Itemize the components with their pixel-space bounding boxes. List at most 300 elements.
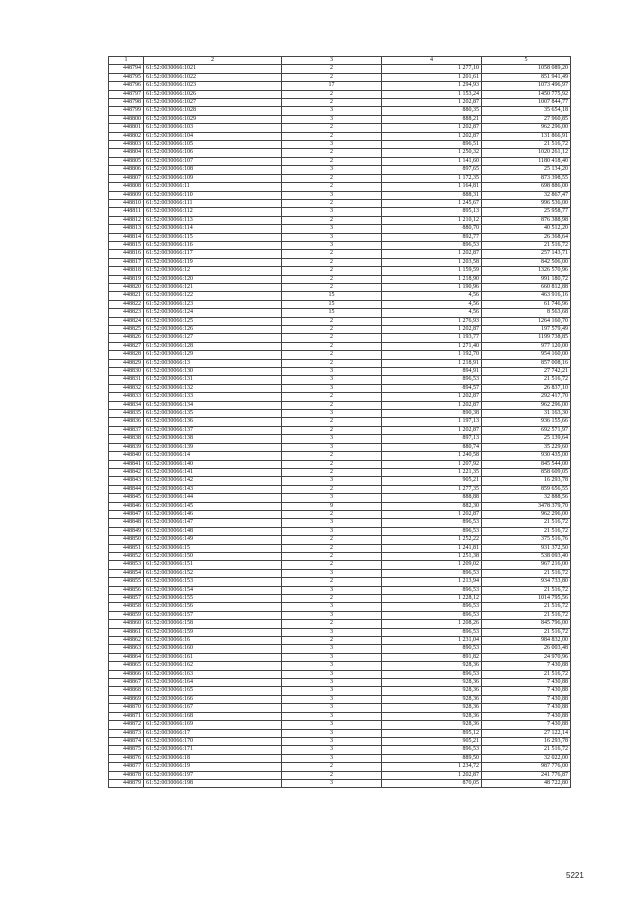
table-cell-col2: 61:52:0030066:1027	[144, 99, 282, 107]
table-cell-col1: 448821	[109, 292, 144, 300]
table-cell-col2: 61:52:0030066:147	[144, 519, 282, 527]
table-cell-col4: 1 221,35	[382, 468, 482, 476]
table-cell-col1: 448865	[109, 662, 144, 670]
table-cell-col3: 2	[282, 544, 382, 552]
table-cell-col4: 897,13	[382, 435, 482, 443]
table-row	[109, 754, 571, 762]
table-cell-col3: 3	[282, 519, 382, 527]
table-cell-col3: 3	[282, 233, 382, 241]
table-cell-col1: 448836	[109, 418, 144, 426]
table-cell-col2: 61:52:0030066:169	[144, 721, 282, 729]
table-cell-col3: 2	[282, 485, 382, 493]
table-cell-col2: 61:52:0030066:165	[144, 687, 282, 695]
table-cell-col1: 448832	[109, 384, 144, 392]
table-cell-col2: 61:52:0030066:105	[144, 141, 282, 149]
table-cell-col4: 1 245,67	[382, 199, 482, 207]
table-row	[109, 309, 571, 317]
table-cell-col3: 3	[282, 628, 382, 636]
table-cell-col3: 2	[282, 99, 382, 107]
table-cell-col4: 1 202,87	[382, 393, 482, 401]
table-cell-col2: 61:52:0030066:155	[144, 595, 282, 603]
table-cell-col3: 3	[282, 687, 382, 695]
table-cell-col4: 880,70	[382, 225, 482, 233]
table-cell-col3: 3	[282, 368, 382, 376]
table-cell-col4: 1 218,90	[382, 275, 482, 283]
table-cell-col2: 61:52:0030066:103	[144, 124, 282, 132]
table-cell-col2: 61:52:0030066:1029	[144, 115, 282, 123]
table-cell-col4: 888,88	[382, 494, 482, 502]
table-cell-col5: 26 837,10	[482, 384, 571, 392]
table-cell-col4: 4,56	[382, 292, 482, 300]
table-cell-col3: 3	[282, 779, 382, 787]
table-cell-col4: 896,53	[382, 241, 482, 249]
table-cell-col1: 448815	[109, 241, 144, 249]
table-cell-col5: 1058 089,20	[482, 65, 571, 73]
table-cell-col1: 448837	[109, 426, 144, 434]
table-cell-col4: 1 213,94	[382, 578, 482, 586]
table-cell-col1: 448801	[109, 124, 144, 132]
table-cell-col1: 448818	[109, 267, 144, 275]
table-cell-col2: 61:52:0030066:131	[144, 376, 282, 384]
table-cell-col3: 3	[282, 603, 382, 611]
table-cell-col1: 448834	[109, 401, 144, 409]
table-row	[109, 452, 571, 460]
table-cell-col1: 448817	[109, 258, 144, 266]
table-cell-col1: 448829	[109, 359, 144, 367]
table-cell-col4: 896,53	[382, 670, 482, 678]
table-cell-col2: 61:52:0030066:126	[144, 326, 282, 334]
table-cell-col5: 538 093,40	[482, 552, 571, 560]
table-cell-col1: 448830	[109, 368, 144, 376]
table-cell-col4: 1 164,81	[382, 183, 482, 191]
table-cell-col3: 2	[282, 342, 382, 350]
table-cell-col2: 61:52:0030066:109	[144, 174, 282, 182]
table-cell-col5: 1199 738,85	[482, 334, 571, 342]
table-cell-col1: 448820	[109, 283, 144, 291]
table-cell-col2: 61:52:0030066:1021	[144, 65, 282, 73]
table-row	[109, 401, 571, 409]
table-cell-col3: 3	[282, 166, 382, 174]
table-cell-col5: 21 516,72	[482, 603, 571, 611]
table-cell-col2: 61:52:0030066:148	[144, 527, 282, 535]
table-cell-col5: 987 776,00	[482, 763, 571, 771]
table-cell-col2: 61:52:0030066:141	[144, 468, 282, 476]
table-row	[109, 384, 571, 392]
table-cell-col3: 2	[282, 283, 382, 291]
table-row	[109, 595, 571, 603]
table-cell-col3: 3	[282, 704, 382, 712]
table-row	[109, 359, 571, 367]
table-cell-col1: 448816	[109, 250, 144, 258]
table-cell-col1: 448857	[109, 595, 144, 603]
table-row	[109, 275, 571, 283]
table-cell-col5: 934 733,80	[482, 578, 571, 586]
table-cell-col4: 1 202,87	[382, 426, 482, 434]
table-cell-col1: 448862	[109, 637, 144, 645]
table-cell-col3: 2	[282, 637, 382, 645]
table-cell-col1: 448806	[109, 166, 144, 174]
table-cell-col4: 1 218,91	[382, 359, 482, 367]
table-cell-col5: 962 296,00	[482, 124, 571, 132]
table-cell-col4: 888,31	[382, 191, 482, 199]
table-cell-col2: 61:52:0030066:150	[144, 552, 282, 560]
table-cell-col5: 463 916,16	[482, 292, 571, 300]
table-cell-col2: 61:52:0030066:162	[144, 662, 282, 670]
table-cell-col1: 448825	[109, 326, 144, 334]
table-cell-col1: 448823	[109, 309, 144, 317]
table-row	[109, 199, 571, 207]
table-row	[109, 443, 571, 451]
table-cell-col4: 870,05	[382, 779, 482, 787]
table-cell-col5: 1073 496,97	[482, 82, 571, 90]
table-cell-col5: 845 544,00	[482, 460, 571, 468]
table-cell-col1: 448794	[109, 65, 144, 73]
table-cell-col4: 895,12	[382, 729, 482, 737]
table-cell-col2: 61:52:0030066:143	[144, 485, 282, 493]
table-cell-col2: 61:52:0030066:133	[144, 393, 282, 401]
table-cell-col2: 61:52:0030066:170	[144, 737, 282, 745]
table-cell-col3: 2	[282, 317, 382, 325]
table-cell-col5: 660 812,88	[482, 283, 571, 291]
table-cell-col3: 3	[282, 141, 382, 149]
table-row	[109, 208, 571, 216]
table-cell-col2: 61:52:0030066:159	[144, 628, 282, 636]
table-cell-col2: 61:52:0030066:1026	[144, 90, 282, 98]
table-cell-col5: 8 563,68	[482, 309, 571, 317]
table-cell-col3: 3	[282, 410, 382, 418]
table-cell-col2: 61:52:0030066:11	[144, 183, 282, 191]
table-cell-col5: 32 867,47	[482, 191, 571, 199]
table-cell-col3: 3	[282, 611, 382, 619]
table-cell-col3: 3	[282, 115, 382, 123]
table-row	[109, 460, 571, 468]
table-row	[109, 233, 571, 241]
table-cell-col4: 928,36	[382, 687, 482, 695]
table-cell-col3: 2	[282, 401, 382, 409]
table-cell-col3: 3	[282, 586, 382, 594]
table-cell-col4: 1 208,26	[382, 620, 482, 628]
table-row	[109, 334, 571, 342]
table-cell-col3: 3	[282, 225, 382, 233]
table-cell-col2: 61:52:0030066:14	[144, 452, 282, 460]
table-cell-col3: 2	[282, 359, 382, 367]
table-cell-col5: 21 516,72	[482, 628, 571, 636]
table-cell-col3: 3	[282, 645, 382, 653]
table-cell-col3: 2	[282, 183, 382, 191]
table-cell-col4: 1 234,72	[382, 763, 482, 771]
table-cell-col2: 61:52:0030066:132	[144, 384, 282, 392]
table-cell-col1: 448851	[109, 544, 144, 552]
table-cell-col1: 448819	[109, 275, 144, 283]
table-cell-col3: 3	[282, 737, 382, 745]
table-cell-col3: 2	[282, 216, 382, 224]
table-cell-col3: 2	[282, 174, 382, 182]
table-cell-col5: 197 579,49	[482, 326, 571, 334]
table-cell-col2: 61:52:0030066:167	[144, 704, 282, 712]
table-cell-col4: 897,65	[382, 166, 482, 174]
table-row	[109, 779, 571, 787]
table-row	[109, 477, 571, 485]
table-cell-col3: 2	[282, 771, 382, 779]
table-cell-col2: 61:52:0030066:122	[144, 292, 282, 300]
table-cell-col4: 1 203,58	[382, 258, 482, 266]
table-row	[109, 721, 571, 729]
table-cell-col2: 61:52:0030066:140	[144, 460, 282, 468]
table-cell-col4: 1 202,87	[382, 132, 482, 140]
table-cell-col5: 21 516,72	[482, 569, 571, 577]
table-cell-col5: 7 430,88	[482, 662, 571, 670]
table-row	[109, 418, 571, 426]
table-cell-col5: 25 134,20	[482, 166, 571, 174]
table-cell-col2: 61:52:0030066:157	[144, 611, 282, 619]
table-cell-col5: 27 122,14	[482, 729, 571, 737]
table-cell-col5: 1014 795,56	[482, 595, 571, 603]
table-cell-col5: 21 516,72	[482, 376, 571, 384]
table-cell-col4: 890,38	[382, 410, 482, 418]
table-cell-col3: 3	[282, 695, 382, 703]
table-cell-col4: 1 202,87	[382, 250, 482, 258]
table-cell-col1: 448827	[109, 342, 144, 350]
table-cell-col3: 3	[282, 527, 382, 535]
table-cell-col4: 896,53	[382, 376, 482, 384]
table-cell-col5: 7 430,88	[482, 695, 571, 703]
table-row	[109, 82, 571, 90]
table-cell-col1: 448856	[109, 586, 144, 594]
table-cell-col4: 1 231,04	[382, 637, 482, 645]
table-cell-col3: 2	[282, 250, 382, 258]
table-cell-col1: 448803	[109, 141, 144, 149]
table-cell-col4: 1 271,40	[382, 342, 482, 350]
table-cell-col1: 448798	[109, 99, 144, 107]
table-cell-col2: 61:52:0030066:144	[144, 494, 282, 502]
table-cell-col1: 448879	[109, 779, 144, 787]
table-cell-col1: 448845	[109, 494, 144, 502]
table-cell-col3: 2	[282, 132, 382, 140]
table-cell-col1: 448831	[109, 376, 144, 384]
table-cell-col3: 2	[282, 258, 382, 266]
table-cell-col2: 61:52:0030066:120	[144, 275, 282, 283]
table-cell-col1: 448873	[109, 729, 144, 737]
table-cell-col3: 2	[282, 275, 382, 283]
table-row	[109, 292, 571, 300]
table-row	[109, 712, 571, 720]
table-cell-col5: 876 388,98	[482, 216, 571, 224]
table-cell-col1: 448861	[109, 628, 144, 636]
table-cell-col4: 1 141,60	[382, 157, 482, 165]
table-cell-col2: 61:52:0030066:149	[144, 536, 282, 544]
table-cell-col5: 16 293,78	[482, 737, 571, 745]
table-cell-col3: 9	[282, 502, 382, 510]
table-row	[109, 704, 571, 712]
table-cell-col5: 1020 261,12	[482, 149, 571, 157]
table-cell-col4: 1 197,13	[382, 418, 482, 426]
table-row	[109, 569, 571, 577]
table-row	[109, 326, 571, 334]
table-cell-col4: 1 201,61	[382, 73, 482, 81]
table-cell-col5: 930 435,00	[482, 452, 571, 460]
table-cell-col3: 2	[282, 561, 382, 569]
table-cell-col5: 7 430,88	[482, 687, 571, 695]
table-cell-col3: 2	[282, 124, 382, 132]
table-cell-col1: 448833	[109, 393, 144, 401]
table-cell-col1: 448852	[109, 552, 144, 560]
table-cell-col1: 448863	[109, 645, 144, 653]
table-cell-col3: 2	[282, 73, 382, 81]
table-row	[109, 620, 571, 628]
table-cell-col3: 2	[282, 334, 382, 342]
table-cell-col3: 2	[282, 620, 382, 628]
table-row	[109, 250, 571, 258]
table-row	[109, 510, 571, 518]
table-cell-col4: 928,36	[382, 712, 482, 720]
table-cell-col1: 448826	[109, 334, 144, 342]
table-cell-col2: 61:52:0030066:139	[144, 443, 282, 451]
table-cell-col3: 2	[282, 199, 382, 207]
table-cell-col1: 448840	[109, 452, 144, 460]
table-cell-col4: 928,36	[382, 704, 482, 712]
table-cell-col5: 25 958,77	[482, 208, 571, 216]
table-cell-col2: 61:52:0030066:123	[144, 300, 282, 308]
table-row	[109, 132, 571, 140]
table-row	[109, 376, 571, 384]
table-cell-col4: 1 277,35	[382, 485, 482, 493]
table-cell-col4: 905,21	[382, 477, 482, 485]
table-cell-col5: 21 516,72	[482, 611, 571, 619]
table-cell-col3: 15	[282, 300, 382, 308]
page-number: 5221	[566, 871, 584, 880]
table-row	[109, 519, 571, 527]
table-cell-col4: 892,77	[382, 233, 482, 241]
table-cell-col4: 905,21	[382, 737, 482, 745]
table-cell-col5: 692 571,97	[482, 426, 571, 434]
table-cell-col4: 1 193,77	[382, 334, 482, 342]
table-cell-col1: 448875	[109, 746, 144, 754]
table-cell-col4: 1 241,81	[382, 544, 482, 552]
table-cell-col2: 61:52:0030066:152	[144, 569, 282, 577]
table-row	[109, 183, 571, 191]
table-cell-col1: 448828	[109, 351, 144, 359]
table-cell-col5: 7 430,88	[482, 712, 571, 720]
table-cell-col4: 1 210,12	[382, 216, 482, 224]
table-cell-col1: 448810	[109, 199, 144, 207]
table-cell-col5: 257 143,71	[482, 250, 571, 258]
table-cell-col5: 1326 570,96	[482, 267, 571, 275]
table-cell-col3: 3	[282, 443, 382, 451]
table-row	[109, 283, 571, 291]
table-cell-col5: 858 609,05	[482, 468, 571, 476]
table-cell-col4: 1 276,93	[382, 317, 482, 325]
table-cell-col4: 1 252,22	[382, 536, 482, 544]
table-cell-col3: 2	[282, 510, 382, 518]
table-row	[109, 536, 571, 544]
table-cell-col2: 61:52:0030066:134	[144, 401, 282, 409]
table-row	[109, 637, 571, 645]
table-cell-col5: 48 722,80	[482, 779, 571, 787]
table-cell-col5: 842 506,00	[482, 258, 571, 266]
table-cell-col5: 26 003,48	[482, 645, 571, 653]
table-cell-col5: 241 776,87	[482, 771, 571, 779]
table-cell-col5: 24 970,96	[482, 653, 571, 661]
table-cell-col1: 448804	[109, 149, 144, 157]
table-cell-col4: 1 159,59	[382, 267, 482, 275]
table-row	[109, 746, 571, 754]
table-cell-col4: 891,82	[382, 653, 482, 661]
table-row	[109, 502, 571, 510]
table-cell-col4: 894,91	[382, 368, 482, 376]
table-cell-col1: 448796	[109, 82, 144, 90]
table-cell-col3: 3	[282, 729, 382, 737]
table-cell-col5: 873 398,55	[482, 174, 571, 182]
table-cell-col5: 984 832,00	[482, 637, 571, 645]
table-cell-col1: 448809	[109, 191, 144, 199]
table-cell-col2: 61:52:0030066:15	[144, 544, 282, 552]
table-cell-col3: 2	[282, 418, 382, 426]
table-row	[109, 737, 571, 745]
table-cell-col2: 61:52:0030066:171	[144, 746, 282, 754]
table-cell-col2: 61:52:0030066:124	[144, 309, 282, 317]
table-cell-col5: 7 430,88	[482, 721, 571, 729]
table-cell-col1: 448799	[109, 107, 144, 115]
table-cell-col5: 967 216,00	[482, 561, 571, 569]
table-row	[109, 603, 571, 611]
table-cell-col5: 40 512,20	[482, 225, 571, 233]
table-cell-col5: 292 417,70	[482, 393, 571, 401]
table-cell-col3: 3	[282, 376, 382, 384]
table-cell-col3: 3	[282, 494, 382, 502]
table-cell-col1: 448811	[109, 208, 144, 216]
table-cell-col2: 61:52:0030066:125	[144, 317, 282, 325]
table-row	[109, 687, 571, 695]
table-cell-col3: 17	[282, 82, 382, 90]
table-row	[109, 342, 571, 350]
table-cell-col3: 2	[282, 393, 382, 401]
table-cell-col3: 3	[282, 191, 382, 199]
table-cell-col4: 928,36	[382, 662, 482, 670]
table-cell-col2: 61:52:0030066:158	[144, 620, 282, 628]
table-cell-col4: 880,74	[382, 443, 482, 451]
table-cell-col2: 61:52:0030066:117	[144, 250, 282, 258]
table-cell-col3: 3	[282, 208, 382, 216]
table-cell-col3: 3	[282, 721, 382, 729]
table-cell-col1: 448868	[109, 687, 144, 695]
table-cell-col3: 2	[282, 149, 382, 157]
table-cell-col4: 894,57	[382, 384, 482, 392]
table-cell-col4: 890,53	[382, 645, 482, 653]
table-cell-col2: 61:52:0030066:168	[144, 712, 282, 720]
table-cell-col1: 448814	[109, 233, 144, 241]
table-cell-col4: 889,50	[382, 754, 482, 762]
table-cell-col3: 2	[282, 468, 382, 476]
table-cell-col2: 61:52:0030066:142	[144, 477, 282, 485]
table-row	[109, 763, 571, 771]
table-cell-col3: 3	[282, 712, 382, 720]
table-cell-col1: 448854	[109, 569, 144, 577]
table-cell-col5: 21 516,72	[482, 746, 571, 754]
table-cell-col3: 2	[282, 267, 382, 275]
table-cell-col4: 896,53	[382, 746, 482, 754]
table-cell-col2: 61:52:0030066:1028	[144, 107, 282, 115]
table-cell-col5: 962 296,00	[482, 510, 571, 518]
table-row	[109, 241, 571, 249]
table-cell-col1: 448864	[109, 653, 144, 661]
table-cell-col1: 448808	[109, 183, 144, 191]
table-cell-col5: 962 296,00	[482, 401, 571, 409]
table-row	[109, 174, 571, 182]
table-cell-col3: 2	[282, 552, 382, 560]
table-cell-col5: 25 139,64	[482, 435, 571, 443]
table-cell-col5: 1450 775,92	[482, 90, 571, 98]
table-cell-col3: 15	[282, 292, 382, 300]
